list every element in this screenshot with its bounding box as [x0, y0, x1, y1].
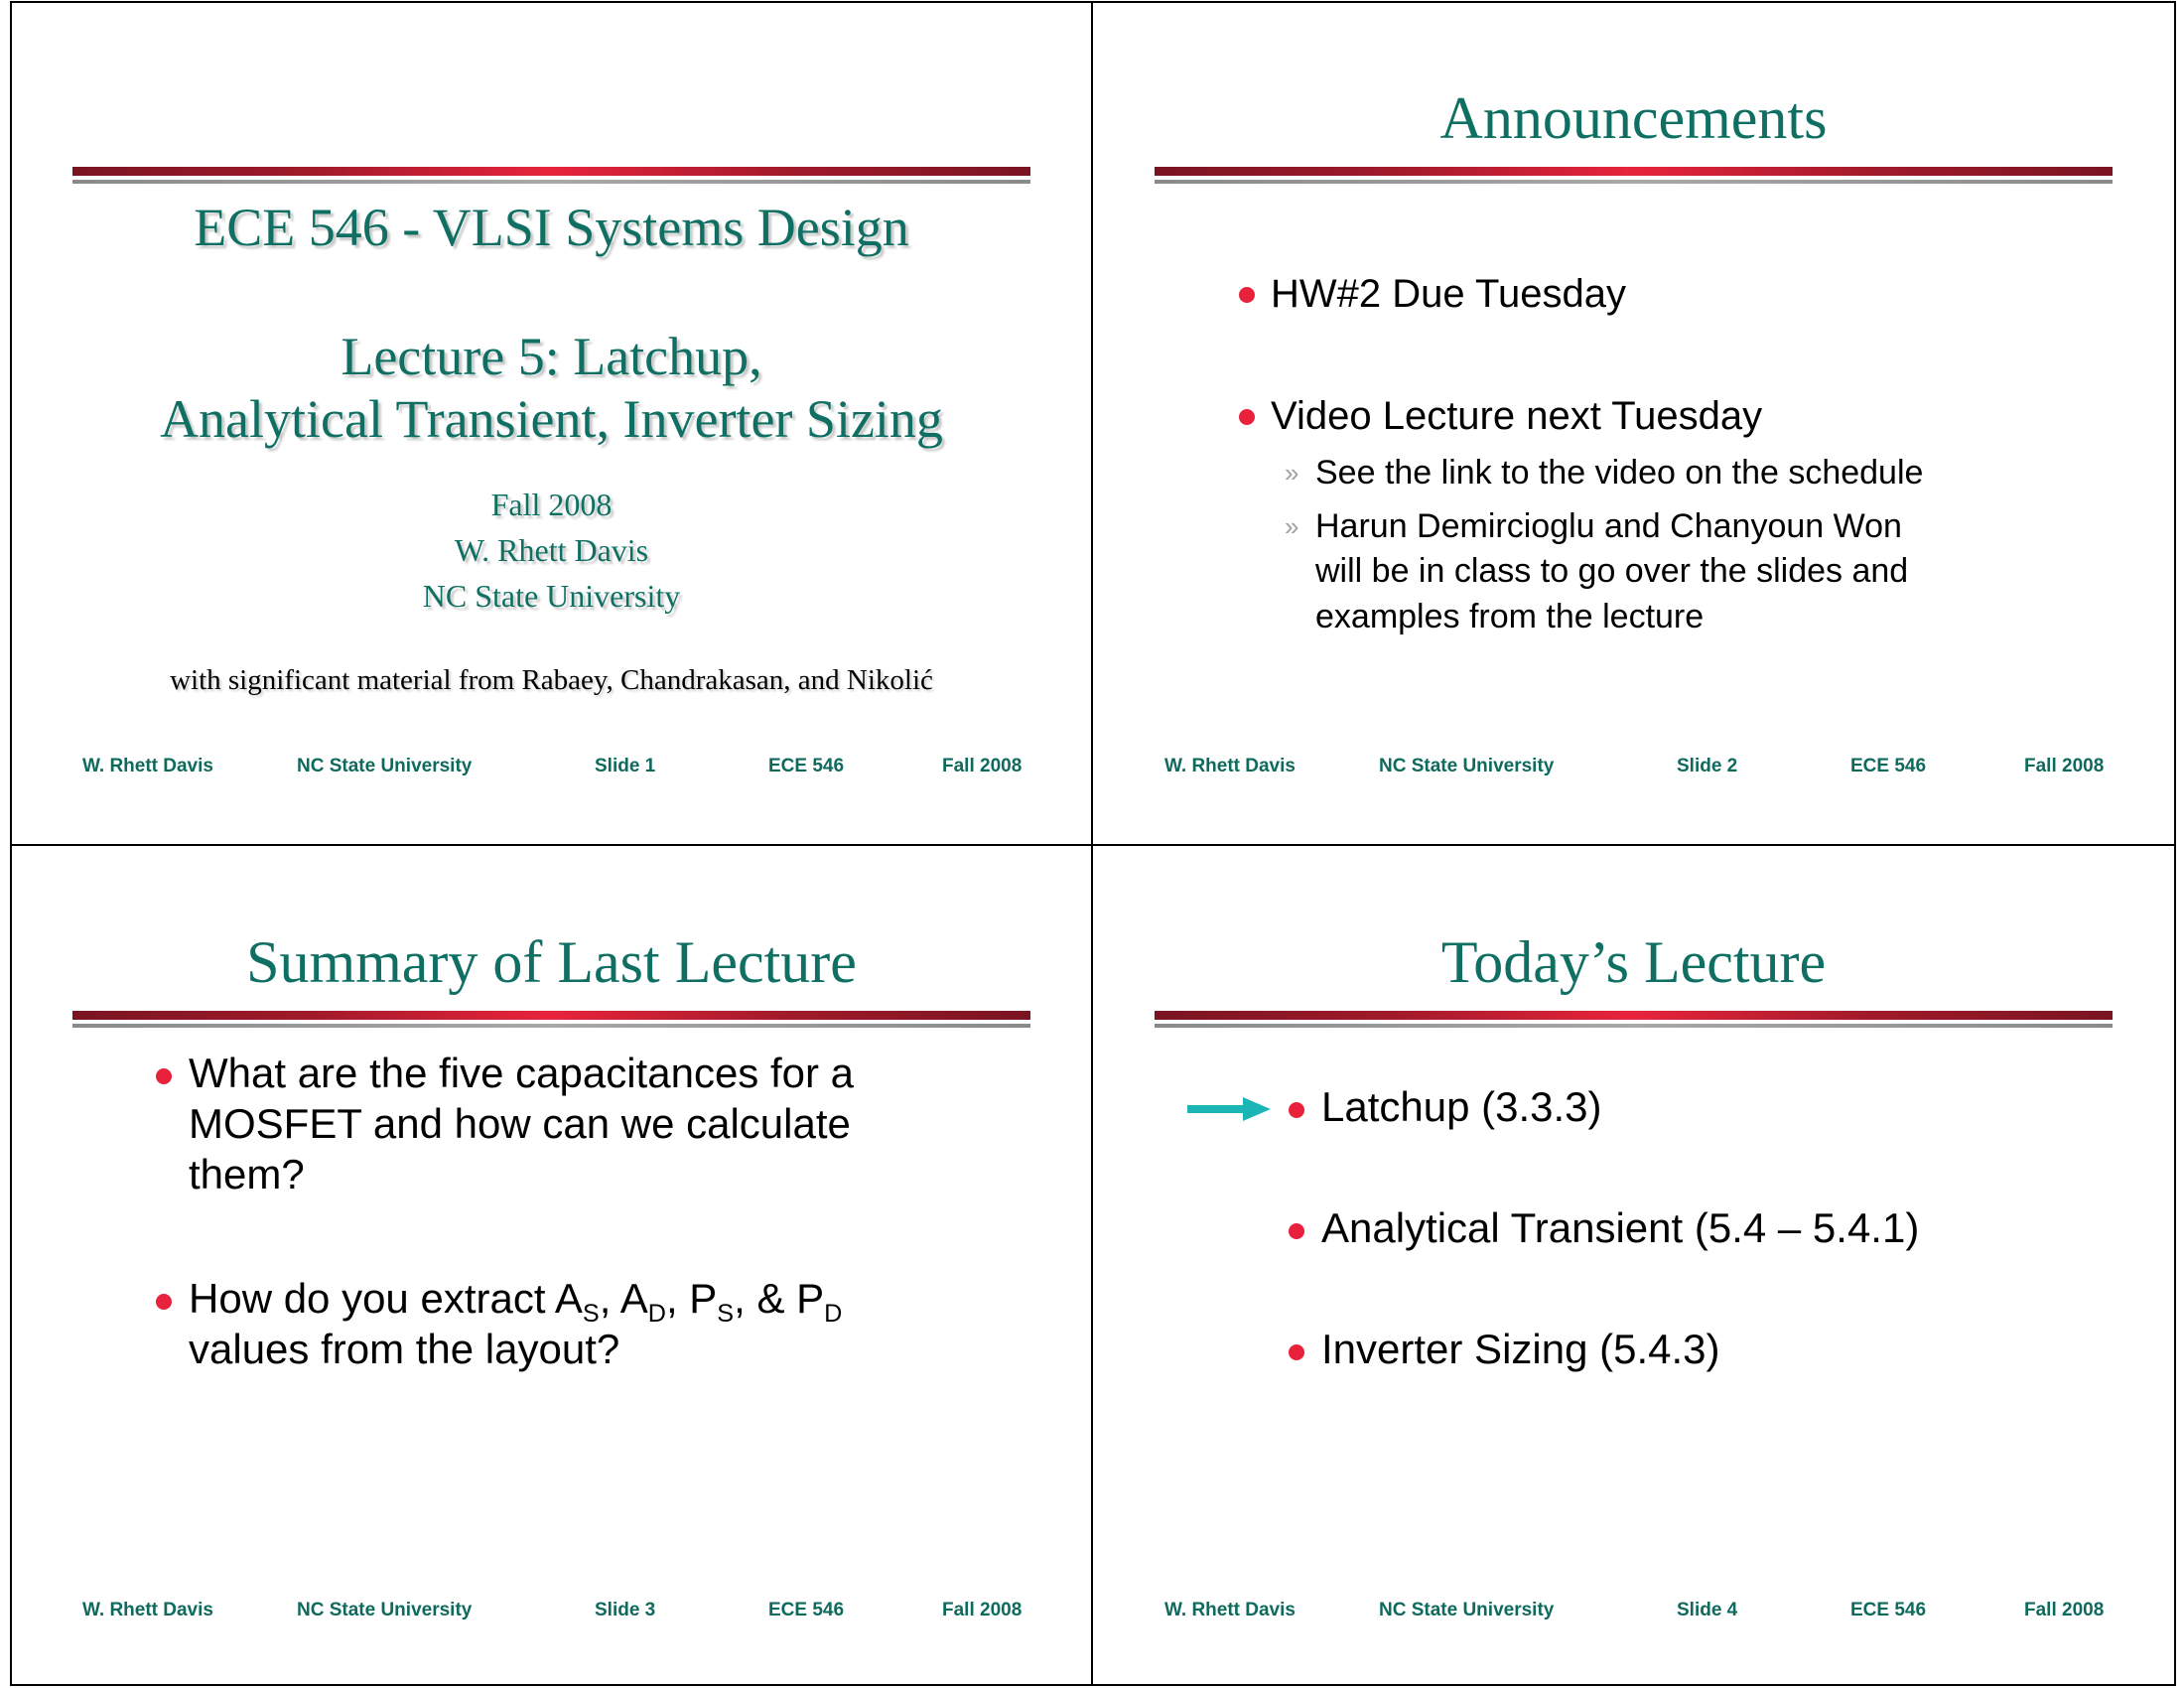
- slide-title: Announcements: [1439, 85, 1828, 151]
- slide-footer: [10, 1600, 1093, 1623]
- bullet-dot-icon: [156, 1294, 172, 1310]
- footer-institution: NC State University: [1379, 756, 1555, 776]
- bullet-capacitances-line-3: them?: [189, 1151, 305, 1197]
- footer-term: Fall 2008: [942, 756, 1023, 776]
- footer-institution: NC State University: [1379, 1600, 1555, 1620]
- bullet-dot-icon: [1289, 1223, 1304, 1239]
- separator: ,: [599, 1275, 620, 1322]
- bullet-dot-icon: [1289, 1102, 1304, 1118]
- bullet-capacitances-line-2: MOSFET and how can we calculate: [189, 1100, 851, 1147]
- separator: ,: [665, 1275, 690, 1322]
- author-label: W. Rhett Davis: [454, 532, 649, 568]
- lecture-title-line-2: Analytical Transient, Inverter Sizing: [160, 389, 943, 449]
- bullet-dot-icon: [156, 1068, 172, 1084]
- footer-author: W. Rhett Davis: [1164, 1600, 1296, 1620]
- area-symbol: A: [554, 1275, 583, 1322]
- bullet-dot-icon: [1239, 287, 1255, 303]
- footer-term: Fall 2008: [2024, 756, 2105, 776]
- arrow-right-icon: [1187, 1097, 1273, 1121]
- credit-line: with significant material from Rabaey, Chandrakasan, and Nikolić: [170, 664, 933, 696]
- header-rule-red: [1155, 167, 2113, 176]
- institution-label: NC State University: [422, 578, 681, 614]
- footer-author: W. Rhett Davis: [82, 1600, 213, 1620]
- header-rule-gray: [72, 1024, 1030, 1028]
- footer-slide-number: Slide 2: [1677, 756, 1738, 776]
- sub-bullet-video-link: See the link to the video on the schedule: [1315, 454, 1924, 492]
- bullet-dot-icon: [1289, 1344, 1304, 1360]
- footer-slide-number: Slide 3: [595, 1600, 656, 1620]
- footer-institution: NC State University: [297, 756, 473, 776]
- slide-2: [1092, 1, 2175, 844]
- slide-footer: [1092, 756, 2175, 779]
- footer-course: ECE 546: [768, 1600, 845, 1620]
- bullet-video-lecture: Video Lecture next Tuesday: [1271, 394, 1763, 438]
- term-label: Fall 2008: [490, 487, 613, 522]
- perimeter-symbol: P: [689, 1275, 718, 1322]
- sub-bullet-chevron-icon: »: [1285, 458, 1299, 488]
- source-subscript: S: [582, 1299, 600, 1328]
- bullet-extract-line-2: values from the layout?: [189, 1326, 620, 1372]
- footer-institution: NC State University: [297, 1600, 473, 1620]
- header-rule-gray: [1155, 1024, 2113, 1028]
- slide-footer: [1092, 1600, 2175, 1623]
- header-rule-red: [72, 167, 1030, 176]
- drain-subscript: D: [824, 1299, 843, 1328]
- slide-title: Today’s Lecture: [1440, 929, 1827, 995]
- perimeter-symbol: P: [796, 1275, 825, 1322]
- footer-term: Fall 2008: [942, 1600, 1023, 1620]
- header-rule-gray: [72, 180, 1030, 184]
- sub-bullet-tas-line-2: will be in class to go over the slides and: [1315, 552, 1909, 590]
- drain-subscript: D: [647, 1299, 666, 1328]
- source-subscript: S: [717, 1299, 735, 1328]
- slide-1: [10, 1, 1093, 844]
- footer-course: ECE 546: [768, 756, 845, 776]
- bullet-latchup: Latchup (3.3.3): [1321, 1083, 1602, 1130]
- separator: , &: [734, 1275, 797, 1322]
- bullet-capacitances-line-1: What are the five capacitances for a: [189, 1050, 855, 1096]
- footer-author: W. Rhett Davis: [1164, 756, 1296, 776]
- extract-prefix: How do you extract: [189, 1275, 555, 1322]
- sub-bullet-tas-line-1: Harun Demircioglu and Chanyoun Won: [1315, 507, 1902, 545]
- footer-slide-number: Slide 4: [1677, 1600, 1738, 1620]
- header-rule-red: [1155, 1011, 2113, 1020]
- bullet-extract-line-1: [189, 1273, 843, 1328]
- sub-bullet-tas-line-3: examples from the lecture: [1315, 598, 1705, 635]
- bullet-dot-icon: [1239, 409, 1255, 425]
- footer-course: ECE 546: [1850, 1600, 1927, 1620]
- slide-footer: [10, 756, 1093, 779]
- footer-term: Fall 2008: [2024, 1600, 2105, 1620]
- slide-3: [10, 845, 1093, 1688]
- footer-course: ECE 546: [1850, 756, 1927, 776]
- course-title: ECE 546 - VLSI Systems Design: [194, 198, 909, 257]
- sub-bullet-chevron-icon: »: [1285, 511, 1299, 541]
- footer-slide-number: Slide 1: [595, 756, 656, 776]
- slide-title: Summary of Last Lecture: [246, 929, 857, 995]
- header-rule-gray: [1155, 180, 2113, 184]
- lecture-title-line-1: Lecture 5: Latchup,: [341, 327, 762, 386]
- area-symbol: A: [619, 1275, 648, 1322]
- slide-4: [1092, 845, 2175, 1688]
- header-rule-red: [72, 1011, 1030, 1020]
- bullet-analytical-transient: Analytical Transient (5.4 – 5.4.1): [1321, 1204, 1920, 1251]
- bullet-hw-due: HW#2 Due Tuesday: [1271, 272, 1626, 316]
- bullet-inverter-sizing: Inverter Sizing (5.4.3): [1321, 1326, 1720, 1372]
- footer-author: W. Rhett Davis: [82, 756, 213, 776]
